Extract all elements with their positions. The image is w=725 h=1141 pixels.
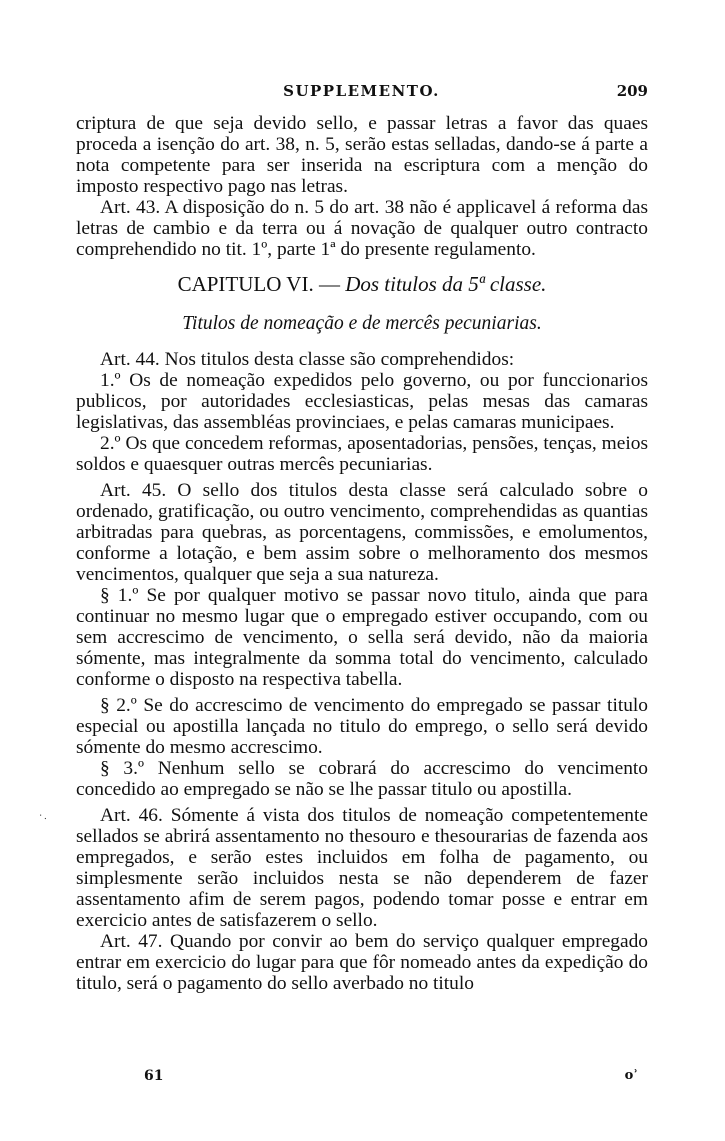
running-head <box>75 80 648 104</box>
running-title: SUPPLEMENTO. <box>283 82 440 100</box>
footer-mark: oʾ <box>624 1068 638 1083</box>
chapter-title: Dos titulos da 5ª classe. <box>345 272 547 296</box>
article-44: Art. 44. Nos titulos desta classe são comprehendidos: <box>100 349 515 370</box>
paragraph-continuation: criptura de que seja devido sello, e passar letras a favor das quaes proceda a isenção do art. 38, n. 5, serão estas selladas, dando-se á parte a nota competente para ser inserida na escriptura com a menção do imposto respectivo pago nas letras. <box>76 113 648 197</box>
chapter-heading <box>76 271 648 297</box>
article-44-item-1: 1.º Os de nomeação expedidos pelo governo, ou por funccionarios publicos, por autoridades ecclesiasticas, pelas mesas das camaras legislativas, das assembléas provinciaes, e pelas camaras municipaes. <box>76 370 648 433</box>
article-45: Art. 45. O sello dos titulos desta classe será calculado sobre o ordenado, gratificação, ou outro vencimento, comprehendidas as quantias arbitradas para quebras, as porcentagens, commissões, e emolumentos, conforme a lotação, e bem assim sobre o melhoramento dos mesmos vencimentos, qualquer que seja a sua natureza. <box>76 480 648 585</box>
body-text <box>76 113 648 994</box>
chapter-label: CAPITULO VI. — <box>177 272 346 296</box>
article-45-paragraph-3: § 3.º Nenhum sello se cobrará do accrescimo do vencimento concedido ao empregado se não se lhe passar titulo ou apostilla. <box>76 758 648 800</box>
signature-mark: 61 <box>144 1068 164 1084</box>
section-heading: Titulos de nomeação e de mercês pecuniarias. <box>182 313 542 334</box>
page-footer <box>75 1068 648 1092</box>
article-43: Art. 43. A disposição do n. 5 do art. 38 não é applicavel á reforma das letras de cambio e da terra ou á novação de qualquer outro contracto comprehendido no tit. 1º, parte 1ª do presente regulamento. <box>76 197 648 260</box>
article-46: Art. 46. Sómente á vista dos titulos de nomeação competentemente sellados se abrirá assentamento no thesouro e thesourarias de fazenda aos empregados, e serão estes incluidos em folha de pagamento, ou simplesmente serão incluidos nesta se não dependerem de fazer assentamento afim de serem pagos, podendo tomar posse e entrar em exercicio antes de satisfazerem o sello. <box>76 805 648 931</box>
article-44-item-2: 2.º Os que concedem reformas, aposentadorias, pensões, tenças, meios soldos e quaesquer outras mercês pecuniarias. <box>76 433 648 475</box>
article-47: Art. 47. Quando por convir ao bem do serviço qualquer empregado entrar em exercicio do lugar para que fôr nomeado antes da expedição do titulo, será o pagamento do sello averbado no titulo <box>76 931 648 994</box>
article-45-paragraph-2: § 2.º Se do accrescimo de vencimento do empregado se passar titulo especial ou apostilla lançada no titulo do emprego, o sello será devido sómente do mesmo accrescimo. <box>76 695 648 758</box>
article-45-paragraph-1: § 1.º Se por qualquer motivo se passar novo titulo, ainda que para continuar no mesmo lugar que o empregado estiver occupando, com ou sem accrescimo de vencimento, o sella será devido, não da maioria sómente, mas integralmente da somma total do vencimento, calculado conforme o disposto na respectiva tabella. <box>76 585 648 690</box>
scan-speck: · · <box>35 810 50 825</box>
page-number: 209 <box>616 82 648 100</box>
